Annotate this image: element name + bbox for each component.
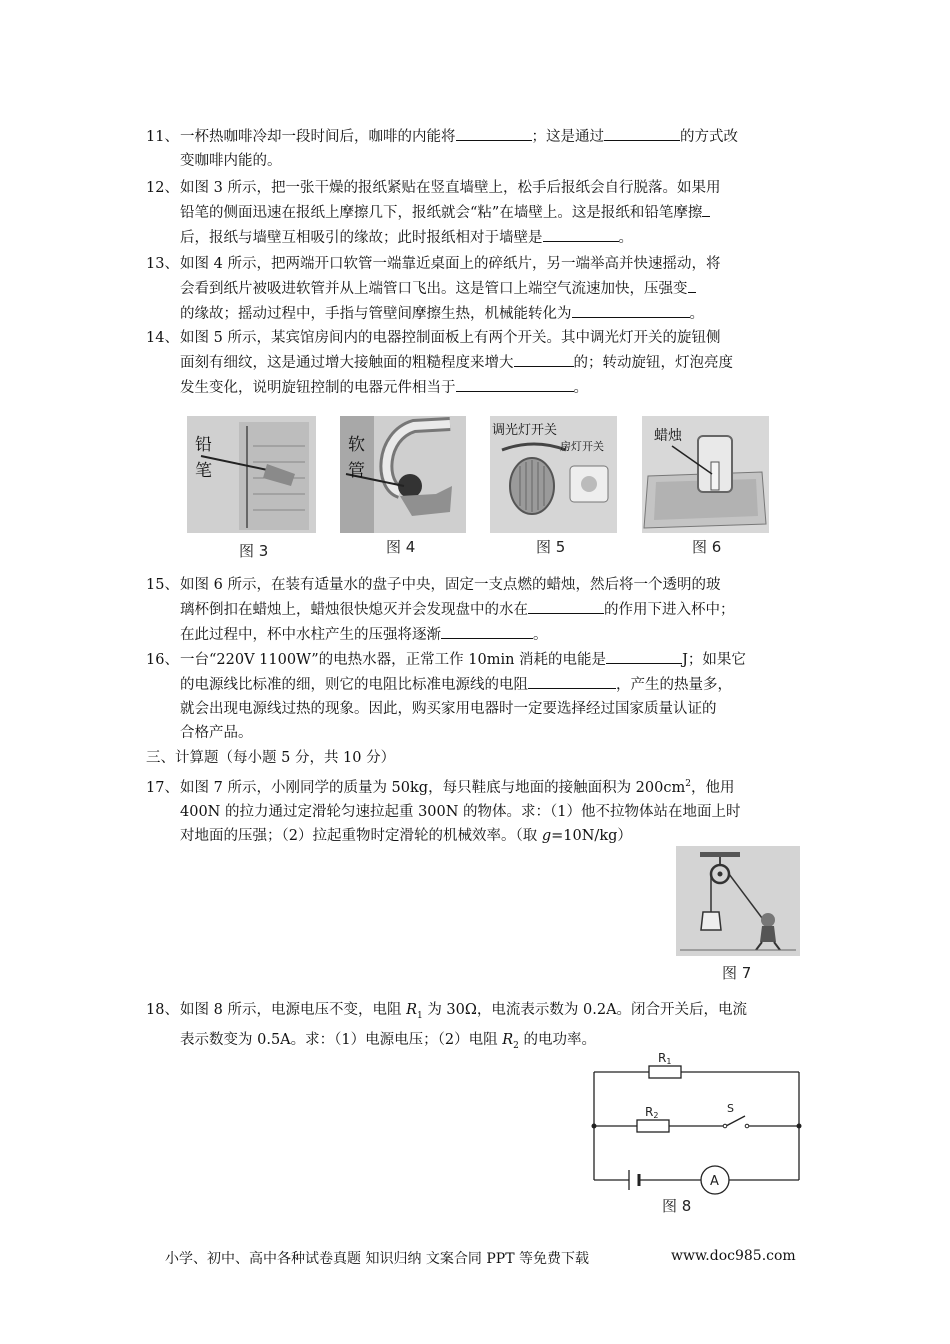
candle-plate-illustration bbox=[642, 416, 769, 533]
answer-blank[interactable] bbox=[604, 124, 680, 141]
question-15: 15、如图 6 所示，在装有适量水的盘子中央，固定一支点燃的蜡烛，然后将一个透明的玻 璃杯倒扣在蜡烛上，蜡烛很快熄灭并会发现盘中的水在 的作用下进入杯中； 在此过程中，杯中水柱产生的压强将逐渐 。 bbox=[146, 573, 810, 647]
figure-6-label-1: 蜡烛 bbox=[654, 428, 682, 444]
question-11: 11、一杯热咖啡冷却一段时间后，咖啡的内能将 ；这是通过 的方式改 变咖啡内能的。 bbox=[146, 124, 810, 173]
figure-3-image bbox=[187, 416, 316, 533]
figure-7-caption: 图 7 bbox=[722, 964, 752, 982]
question-number: 14、 bbox=[146, 330, 179, 346]
answer-blank[interactable] bbox=[702, 200, 710, 217]
figure-4-label-1: 软 bbox=[348, 435, 365, 455]
figure-4-label-2: 管 bbox=[348, 461, 365, 481]
resistor-r1 bbox=[649, 1066, 681, 1078]
figure-5-label-2: 房灯开关 bbox=[560, 440, 604, 453]
figure-8-circuit bbox=[585, 1050, 810, 1220]
section-heading: 三、计算题（每小题 5 分，共 10 分） bbox=[146, 750, 396, 766]
footer-text: 小学、初中、高中各种试卷真题 知识归纳 文案合同 PPT 等免费下载 bbox=[165, 1251, 589, 1267]
figure-5-label-1: 调光灯开关 bbox=[492, 423, 558, 438]
footer-url[interactable]: www.doc985.com bbox=[671, 1248, 796, 1264]
r1-label: R1 bbox=[658, 1051, 672, 1066]
answer-blank[interactable] bbox=[688, 276, 696, 293]
figure-3-caption: 图 3 bbox=[239, 542, 269, 560]
newspaper-pencil-illustration bbox=[187, 416, 316, 533]
figure-5-caption: 图 5 bbox=[536, 538, 566, 556]
question-12: 12、如图 3 所示，把一张干燥的报纸紧贴在竖直墙壁上，松手后报纸会自行脱落。如果用 铅笔的侧面迅速在报纸上摩擦几下，报纸就会“粘”在墙壁上。这是报纸和铅笔摩擦 后，报纸与墙壁互相吸引的缘故；此时报纸相对于墙壁是 。 bbox=[146, 176, 810, 250]
figure-6-image bbox=[642, 416, 769, 533]
question-number: 11、 bbox=[146, 129, 179, 145]
ammeter-label: A bbox=[710, 1174, 719, 1189]
question-number: 13、 bbox=[146, 256, 179, 272]
answer-blank[interactable] bbox=[528, 672, 616, 689]
figure-5-image bbox=[490, 416, 617, 533]
figure-3-label-2: 笔 bbox=[195, 461, 212, 481]
figure-8-caption: 图 8 bbox=[662, 1197, 692, 1215]
answer-blank[interactable] bbox=[441, 622, 533, 639]
answer-blank[interactable] bbox=[514, 350, 574, 367]
question-number: 18、 bbox=[146, 1002, 179, 1018]
r2-label: R2 bbox=[645, 1105, 659, 1120]
answer-blank[interactable] bbox=[572, 301, 690, 318]
question-17: 17、如图 7 所示，小刚同学的质量为 50kg，每只鞋底与地面的接触面积为 $200cm^2$，他用 400N 的拉力通过定滑轮匀速拉起重 300N 的物体。求：（1）他不拉物体站在地面上时 对地面的压强；（2）拉起重物时定滑轮的机械效率。（取 g=10N/kg） bbox=[146, 772, 810, 848]
page-footer bbox=[165, 1248, 805, 1268]
switch-label: S bbox=[727, 1102, 734, 1115]
question-number: 15、 bbox=[146, 577, 179, 593]
answer-blank[interactable] bbox=[543, 225, 619, 242]
figure-7-image bbox=[676, 846, 800, 956]
switch-panel-illustration bbox=[490, 416, 617, 533]
answer-blank[interactable] bbox=[456, 375, 574, 392]
question-14: 14、如图 5 所示，某宾馆房间内的电器控制面板上有两个开关。其中调光灯开关的旋钮侧 面刻有细纹，这是通过增大接触面的粗糙程度来增大 的；转动旋钮，灯泡亮度 发生变化，说明旋钮控制的电器元件相当于 。 bbox=[146, 326, 810, 400]
pulley-illustration bbox=[676, 846, 800, 956]
figure-4-image bbox=[340, 416, 466, 533]
resistor-r2 bbox=[637, 1120, 669, 1132]
question-13: 13、如图 4 所示，把两端开口软管一端靠近桌面上的碎纸片，另一端举高并快速摇动，将 会看到纸片被吸进软管并从上端管口飞出。这是管口上端空气流速加快，压强变 的缘故；摇动过程中，手指与管壁间摩擦生热，机械能转化为 。 bbox=[146, 252, 810, 326]
question-18: 18、如图 8 所示，电源电压不变，电阻 $R_1$ 为 30Ω，电流表示数为 0.2A。闭合开关后，电流 表示数变为 0.5A。求：（1）电源电压；（2）电阻 $R_2$ 的电功率。 bbox=[146, 998, 810, 1058]
answer-blank[interactable] bbox=[606, 647, 682, 664]
figure-3-label-1: 铅 bbox=[195, 435, 212, 455]
figure-4-caption: 图 4 bbox=[386, 538, 416, 556]
question-number: 17、 bbox=[146, 779, 179, 796]
question-number: 12、 bbox=[146, 180, 179, 196]
figure-6-caption: 图 6 bbox=[692, 538, 722, 556]
answer-blank[interactable] bbox=[528, 597, 604, 614]
hose-illustration bbox=[340, 416, 466, 533]
answer-blank[interactable] bbox=[456, 124, 532, 141]
question-number: 16、 bbox=[146, 652, 179, 668]
question-16: 16、一台“220V 1100W”的电热水器，正常工作 10min 消耗的电能是 J；如果它 的电源线比标准的细，则它的电阻比标准电源线的电阻 ，产生的热量多， 就会出现电源线过热的现象。因此，购买家用电器时一定要选择经过国家质量认证的 合格产品。 bbox=[146, 647, 810, 745]
